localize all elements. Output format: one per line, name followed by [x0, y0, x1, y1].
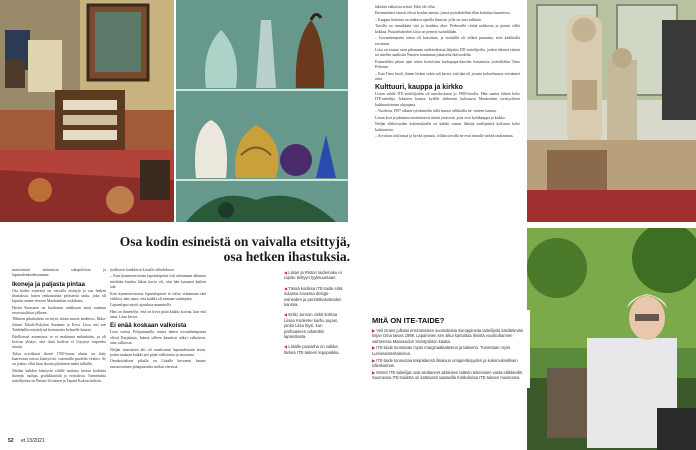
- paragraph: – Arvostan tätä hutua ja hyvää ajatusta. Jollain tavalla ne ovat minulle tärkeä rauhanmaa.: [375, 134, 514, 138]
- section-heading-icons: Ikoneja ja paljasta pintaa: [12, 280, 85, 288]
- section-heading-culture: Kulttuuri, kauppa ja kirkko: [375, 84, 463, 92]
- paragraph: Liisa on saanut osan pihamaan taideteoksista lahjaksi ITE-taiteilijoilta, joiden tekemä ryhmä toi mieliin saaliisiin Naisten toiminnan jokaiselta ikävuodelta.: [375, 48, 520, 58]
- middle-text-column: [110, 268, 206, 371]
- paragraph: – Kauppa hoitoina on mukava ajatella ihmisiä, jolla on oma tulkinta.: [375, 17, 482, 22]
- factbox-title: MItÄ ON ITE-TAIDE?: [372, 316, 445, 325]
- ite-art-factbox: [366, 310, 530, 388]
- left-text-column: [12, 268, 106, 386]
- room-interior-photo: [0, 0, 174, 222]
- pull-quote-line2: osa hetken ihastuksia.: [223, 249, 350, 264]
- paragraph: – Kun kymmenvuotias lapsenlapseni tuli selaamaan albumia mieltään kuinka liikaa kuvia oli, niin hän kannatti kaiken sitä.: [110, 274, 206, 290]
- caption-arrow-icon: ◀: [284, 344, 289, 350]
- caption-text: Liisan ja Riston taidemaku ei rajoitu tiettyyn tyylisuuntaan.: [284, 270, 342, 281]
- factbox-text: Monet ITE-taiteilijat ovat aloittaneet aktiivisen taiteen tekemisen vasta eläkkeellä. Suomessa ITE-taidetta on kattavasti saatavilla Kokkolassa ITE-taiteen museossa.: [372, 369, 523, 381]
- paragraph: Omakotitaloon pihalla on Liisalle kasvanut kaunis runsasvarinen pihapuutarha mökin vieressä.: [110, 359, 206, 369]
- paragraph: Toisilla on rinnakkain sitä ja hoidettu alue. Perhoselle riittää nokkosia ja pientä villiä kukkaa. Puutarhatiedon Liisa on perinyt isoäidiltään.: [375, 24, 520, 34]
- paragraph: – Vuodesta 1997 alkaen työskentelin tällä marssi selkkailla tie- taiteen kanssa.: [375, 109, 497, 114]
- woman-portrait-photo: [527, 228, 696, 450]
- paragraph: Tilkkein pikahaluttu on myös taloin suurin taideteos, Ilkka-Juhani Takalo-Eskolan Autumni ja Eeva. Liisa osti sen Taidehallin näyttelystä kertomatta kolmelle kauraa.: [12, 317, 106, 333]
- lead-text: muistuttaisi aiemmista sukupolvista ja lapsuudenkodeistamme.: [12, 268, 106, 278]
- pull-quote: [60, 234, 350, 264]
- paragraph: Hän on ihmettelyt, että on hyvä pitää kaikki kotona, kun että asuu. Liisa kertoi.: [110, 309, 206, 320]
- paragraph: Neljän sisaruksen äiti oli omaksunut lapsuudestaan tavan, jonka mukaan kaikki piti pitää valkoisena ja tasaisena.: [110, 347, 206, 357]
- paragraph: Liisan koti ja pihamaa muistuttavat näistä ystävistä, joita ovat kyläkauppa ja kirkko.: [375, 115, 506, 120]
- caption-arrow-icon: ◀: [284, 312, 289, 318]
- paragraph: Neljän eläkevuoden kokemuksella on kaikki saanut lähtöjä mielipiteitä kulttuuri koko kulttuurista.: [375, 122, 520, 132]
- bullet-arrow-icon: ▶: [372, 345, 377, 351]
- paragraph: Talon arvokkaat ikonit 1700-luvun alusta on liitty kaarevaan totista käsityöstä, vasemalla puolella veistos. Se on joskus ollut liian ikonia pyhäinten näätä tallailla.: [12, 351, 106, 367]
- caption-text: Liisalle puutarha on vaikka tärkeä ITE-taiteen lepopaikka.: [284, 344, 340, 355]
- paragraph: Osa kodin esineistä on vaivalla etsittyjä ja osa hetken ihastuksia, kuten renkaaranka pelastettu taulu, joka oli kipattu omme viereen Maalaistilan roskiksiin.: [12, 288, 106, 304]
- factbox-text: Veli Granö julkaisi ensimmäisen suomalaista itseoppineita taiteilijoita käsittelevän kirjan Oma taivas 1989. Lapaminen sen alkoi kartoittaa ilmiötä vuosituhannen vaihteessa Maaseudun Sivistysliiton kautta.: [372, 328, 524, 344]
- factbox-text: ITE-taide tunnetaan myös marginaalitaiteena ja taiteena. Tunnetaan myös Lumimaisteritaiteena.: [372, 345, 511, 356]
- magazine-issue: et 13/2021: [20, 438, 45, 444]
- caption-arrow-icon: ◀: [284, 285, 289, 291]
- paragraph: Kun kymmenvuotias lapsenlapseni ei tullut selaamaan tätä viikkoa, hän sanoi, että kaikki oli samaan sisäänpäin.: [110, 291, 206, 301]
- sculpture-window-photo: [527, 0, 696, 222]
- caption-text: Erkki Junnon vinkit kohtaa Liisan Kooketer karhu pupun, jonka Liisa löysi, kun parhaaseen odotettiin lapsenlasta.: [284, 312, 339, 340]
- paragraph: – Isovanhempaini taitoa oli kasvattaa, ja isoäitillä oli selkeä puutarha, ettei kaikkialla tarvinnut.: [375, 36, 520, 46]
- photo-captions: [284, 270, 344, 355]
- paragraph: tyräkasvit hankkivat Liisalle olikohdassa.: [110, 268, 175, 272]
- paragraph: – Kun Timo kuoli, hänen lesken sekin tuli kertoi, että hän oli jossain kokoelmassa veistäneet niitä.: [375, 71, 520, 81]
- paragraph: Näiden kahden käsitystä välille mahtuu laveaa kodeista ikoneja, tauluja, grafiikkatöitä ja veistoksia. Tunnetuista taiteilijoista on Raimo Utriaisen ja Tapani Kokon teoksia.: [12, 368, 106, 384]
- paragraph: Liisa varttui Pohjanmaalla, mutta hänen isovanhempansa olivat Karjalasta. Isänsä silleen kauniisti näkyi valkoinen, aina valkoisia.: [110, 330, 206, 346]
- paragraph: Edellisessä asunnossa se ei mahtunut mihinkään, ja oli koivun ylitäye, että tästä kodista ei löytynyt tarpeeksi seinää.: [12, 334, 106, 350]
- paragraph: läksään valkoisia seiniä. Eikä ole ollut.: [375, 5, 436, 9]
- pull-quote-line1: Osa kodin esineistä on vaivalla etsittyjä,: [119, 234, 350, 249]
- factbox-text: ITE-taide tunnustaa tekijöidensä ilmaisun omaperäisyyden ja kokemuksellisen näkökulman.: [372, 357, 518, 368]
- bullet-arrow-icon: ▶: [372, 369, 377, 375]
- paragraph: Lapsenlapsi näytti ajatuksia mummolle.: [110, 303, 173, 308]
- right-text-column: [375, 5, 520, 140]
- paragraph: Liisan suhde ITE-taiteilijoihin oli muodostunut jo 1980-luvulla. Hän saattoi lähteä koko ITE-taiteilija Jokaisen kanssa kylälle alakerran kulttuuria Maaseudun sivistysliiton kulttuuritoimen ohjaajana.: [375, 92, 520, 107]
- page-number: 52: [8, 438, 14, 444]
- paragraph: Hertta Kuusisen on kuuluisan makkaran siinä rauhaan neuvostoliiton jälkeen.: [12, 305, 106, 315]
- bullet-arrow-icon: ▶: [372, 357, 377, 363]
- section-heading-white: Ei enää koskaan valkoista: [110, 322, 187, 330]
- page-folio: [8, 438, 45, 444]
- glass-collection-photo: [176, 0, 348, 222]
- paragraph: Ensimmäiset tanssit olivat koulun tanssit, joissa pyörähdeltiin illan kuluttua huoneessa.: [375, 11, 511, 16]
- paragraph: Esimerkiksi pihan ajan setiin kertoisista karhupupa-kasvien hoitamista ystävältäkin Timo Peltosen.: [375, 59, 520, 70]
- caption-text: Tässä kodissa ITE-taide elää sulassa sovussa design-esineiden ja perintökalusteiden kanssa.: [284, 285, 343, 308]
- bullet-arrow-icon: ▶: [372, 328, 377, 333]
- caption-arrow-icon: ◀: [284, 270, 289, 275]
